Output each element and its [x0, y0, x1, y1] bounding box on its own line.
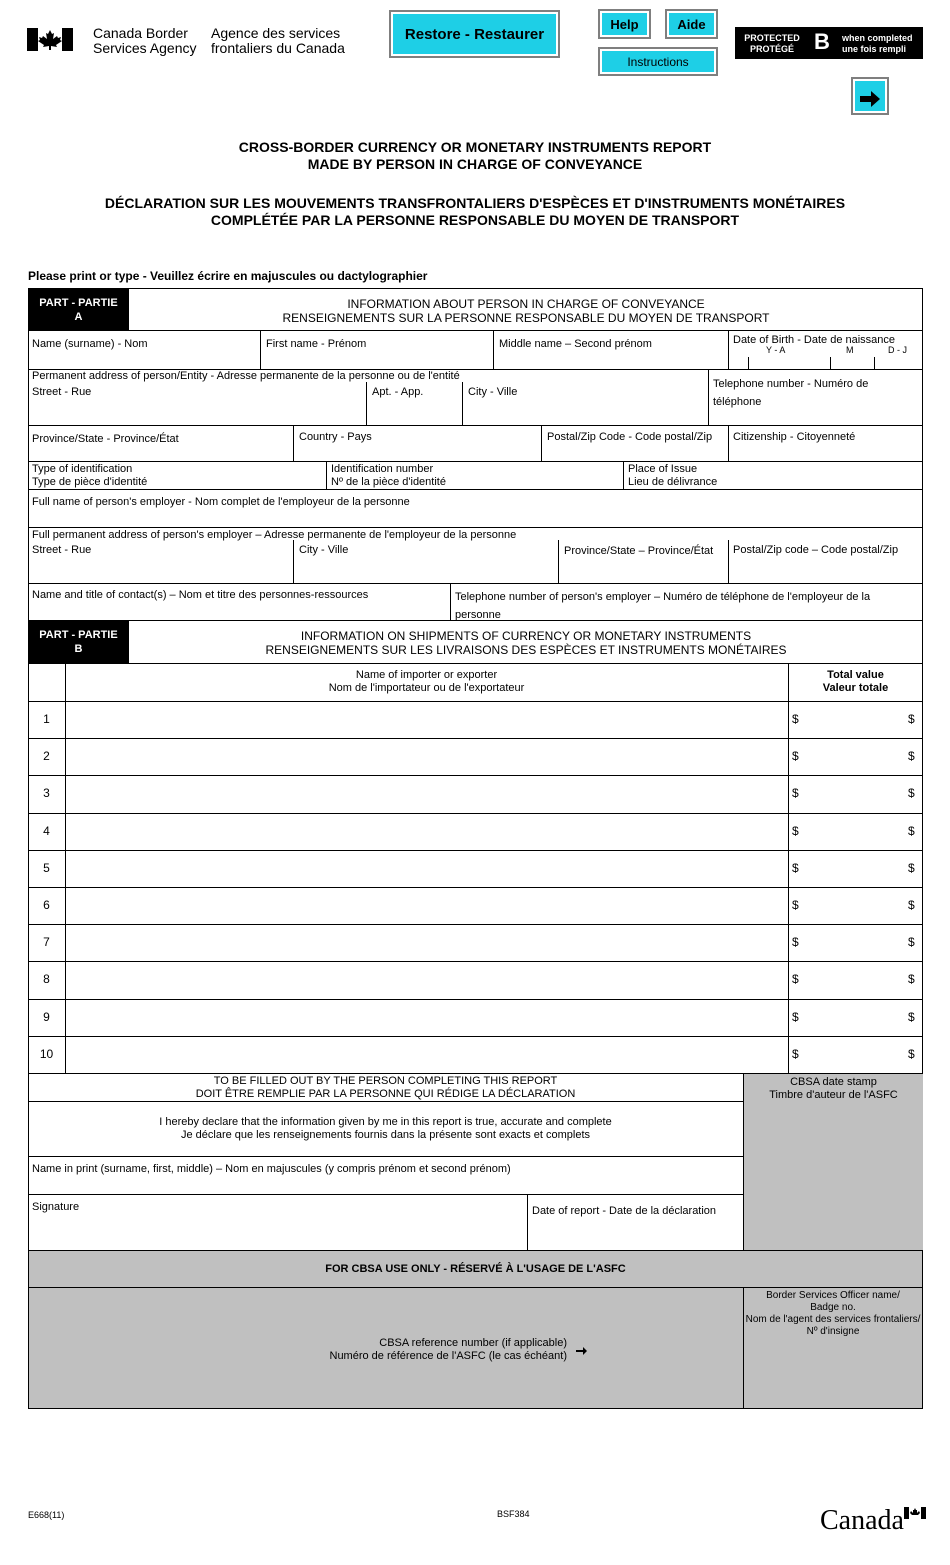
cbsa-use-only-label: FOR CBSA USE ONLY - RÉSERVÉ À L'USAGE DE L'ASFC: [325, 1263, 626, 1275]
title-en-line2: MADE BY PERSON IN CHARGE OF CONVEYANCE: [307, 156, 643, 172]
total-value-field[interactable]: [789, 815, 922, 850]
shipment-row: [28, 999, 923, 1036]
officer-label-3: Nom de l'agent des services frontaliers/: [745, 1314, 921, 1325]
declaration-heading-fr: DOIT ÊTRE REMPLIE PAR LA PERSONNE QUI RÉDIGE LA DÉCLARATION: [195, 1088, 576, 1100]
part-b-tab: [28, 620, 129, 663]
city-label: City - Ville: [468, 386, 518, 398]
print-note: Please print or type - Veuillez écrire en majuscules ou dactylographier: [28, 269, 428, 283]
total-value-field[interactable]: [789, 1038, 922, 1073]
id-type-label-fr: Type de pièce d'identité: [32, 476, 148, 488]
agency-en-line2: Services Agency: [93, 40, 197, 56]
currency-symbol-left: $: [792, 1009, 799, 1024]
currency-symbol-right: $: [908, 823, 915, 838]
canada-wordmark: [820, 1506, 904, 1536]
part-b-heading: [129, 629, 923, 657]
dob-divider-2: [830, 357, 831, 369]
first-name-label: First name - Prénom: [266, 338, 367, 350]
province-field[interactable]: [28, 425, 293, 461]
currency-symbol-left: $: [792, 935, 799, 950]
apt-field[interactable]: [366, 382, 462, 425]
city-field[interactable]: [462, 382, 708, 425]
place-of-issue-field[interactable]: [623, 461, 923, 489]
name-label: Name (surname) - Nom: [32, 338, 148, 350]
employer-street-field[interactable]: [28, 540, 293, 583]
part-a-heading: [129, 297, 923, 325]
row-number: 3: [43, 786, 50, 801]
employer-telephone-field[interactable]: [450, 583, 923, 621]
postal-field[interactable]: [541, 425, 728, 461]
employer-postal-label: Postal/Zip code – Code postal/Zip: [733, 544, 899, 556]
part-b-heading-en: INFORMATION ON SHIPMENTS OF CURRENCY OR MONETARY INSTRUMENTS: [300, 629, 752, 643]
stamp-label-en: CBSA date stamp: [790, 1076, 877, 1088]
currency-symbol-left: $: [792, 749, 799, 764]
issue-label-fr: Lieu de délivrance: [628, 476, 718, 488]
importer-name-field[interactable]: [66, 777, 788, 812]
country-field[interactable]: [293, 425, 541, 461]
currency-symbol-right: $: [908, 898, 915, 912]
employer-street-label: Street - Rue: [32, 544, 92, 556]
date-of-report-label: Date of report - Date de la déclaration: [532, 1205, 717, 1217]
first-name-field[interactable]: [260, 330, 493, 369]
dob-year-label: Y - A: [766, 345, 786, 355]
officer-name-field[interactable]: [744, 1290, 922, 1338]
row-number: 10: [39, 1046, 54, 1061]
signature-field[interactable]: [28, 1194, 527, 1251]
currency-symbol-left: $: [792, 898, 799, 912]
stamp-label-fr: Timbre d'auteur de l'ASFC: [769, 1089, 898, 1101]
title-en: [0, 139, 950, 173]
total-value-field[interactable]: [789, 926, 922, 961]
total-value-field[interactable]: [789, 852, 922, 887]
importer-name-field[interactable]: [66, 852, 788, 887]
currency-symbol-right: $: [908, 786, 915, 801]
date-of-report-field[interactable]: [527, 1194, 743, 1251]
part-a-tab-line1: PART - PARTIE: [39, 297, 118, 309]
currency-symbol-left: $: [792, 712, 799, 726]
country-label: Country - Pays: [299, 431, 372, 443]
col-total-header: [788, 669, 923, 695]
importer-name-field[interactable]: [66, 1038, 788, 1073]
currency-symbol-right: $: [908, 712, 915, 726]
id-type-label-en: Type of identification: [32, 463, 133, 475]
row-number: 5: [43, 860, 50, 875]
shipment-row: [28, 1036, 923, 1073]
employer-name-label: Full name of person's employer - Nom complet de l'employeur de la personne: [32, 496, 410, 508]
dob-month-label: M: [846, 345, 854, 355]
part-b-heading-fr: RENSEIGNEMENTS SUR LES LIVRAISONS DES ESPÈCES ET INSTRUMENTS MONÉTAIRES: [265, 643, 787, 657]
total-value-field[interactable]: [789, 777, 922, 812]
employer-city-label: City - Ville: [299, 544, 349, 556]
agency-name-en: [93, 26, 197, 56]
currency-symbol-right: $: [908, 935, 915, 950]
total-value-field[interactable]: [789, 1001, 922, 1036]
declaration-heading: [28, 1075, 743, 1101]
part-a-tab: [28, 288, 129, 331]
shipment-row: [28, 961, 923, 998]
currency-symbol-right: $: [908, 1046, 915, 1061]
address-heading: Permanent address of person/Entity - Adresse permanente de la personne ou de l'entité: [32, 370, 460, 382]
wordmark-flag-icon: [904, 1507, 926, 1519]
col-name-fr: Nom de l'importateur ou de l'exportateur: [328, 682, 525, 694]
declaration-heading-en: TO BE FILLED OUT BY THE PERSON COMPLETING THIS REPORT: [213, 1075, 558, 1087]
importer-name-field[interactable]: [66, 740, 788, 775]
title-en-line1: CROSS-BORDER CURRENCY OR MONETARY INSTRUMENTS REPORT: [238, 139, 712, 155]
contacts-field[interactable]: [28, 583, 450, 621]
employer-telephone-label: Telephone number of person's employer – Numéro de téléphone de l'employeur de la personne: [455, 591, 871, 621]
contacts-label: Name and title of contact(s) – Nom et titre des personnes-ressources: [32, 589, 369, 601]
signature-label: Signature: [32, 1201, 80, 1213]
officer-label-1: Border Services Officer name/: [766, 1290, 900, 1301]
shipment-row: [28, 813, 923, 850]
citizenship-field[interactable]: [728, 425, 923, 461]
officer-label-4: Nº d'insigne: [806, 1326, 860, 1337]
col-name-en: Name of importer or exporter: [355, 669, 498, 681]
id-type-field[interactable]: [28, 461, 326, 489]
aide-button[interactable]: Aide: [667, 11, 716, 37]
currency-symbol-right: $: [908, 860, 915, 875]
part-a-tab-line2: A: [74, 311, 83, 323]
shipment-row: [28, 738, 923, 775]
row-number: 1: [43, 712, 50, 726]
part-a-heading-en: INFORMATION ABOUT PERSON IN CHARGE OF CONVEYANCE: [347, 297, 705, 311]
id-number-label-fr: Nº de la pièce d'identité: [331, 476, 446, 488]
middle-name-label: Middle name – Second prénom: [499, 338, 652, 350]
total-value-field[interactable]: [789, 703, 922, 738]
total-value-field[interactable]: [789, 963, 922, 998]
importer-name-field[interactable]: [66, 963, 788, 998]
shipment-row: [28, 924, 923, 961]
officer-label-2: Badge no.: [810, 1302, 856, 1313]
statement-en: I hereby declare that the information given by me in this report is true, accurate and complete: [159, 1116, 612, 1128]
protected-b-banner: [735, 27, 923, 59]
dob-day-label: D - J: [888, 345, 907, 355]
name-field[interactable]: [28, 330, 260, 369]
arrow-right-icon: [858, 89, 882, 109]
agency-name-fr: [211, 26, 345, 56]
citizenship-label: Citizenship - Citoyenneté: [733, 431, 856, 443]
currency-symbol-right: $: [908, 749, 915, 764]
currency-symbol-left: $: [792, 786, 799, 801]
employer-name-field[interactable]: [28, 489, 923, 527]
apt-label: Apt. - App.: [372, 386, 424, 398]
employer-province-label: Province/State – Province/État: [564, 545, 714, 557]
title-fr-line2: COMPLÉTÉE PAR LA PERSONNE RESPONSABLE DU MOYEN DE TRANSPORT: [210, 212, 740, 228]
total-value-field[interactable]: [789, 740, 922, 775]
employer-postal-field[interactable]: [728, 540, 923, 583]
bsf-code: BSF384: [497, 1509, 530, 1519]
canada-flag-logo: [27, 28, 73, 51]
form-code: E668(11): [28, 1510, 65, 1520]
col-name-header: [65, 669, 788, 695]
protected-letter: B: [814, 29, 830, 54]
cbsa-ref-fr: Numéro de référence de l'ASFC (le cas échéant): [329, 1350, 567, 1362]
employer-province-field[interactable]: [558, 540, 728, 583]
row-number: 7: [43, 935, 50, 950]
importer-name-field[interactable]: [66, 1001, 788, 1036]
shipment-row: [28, 701, 923, 738]
agency-en-line1: Canada Border: [93, 25, 188, 41]
currency-symbol-right: $: [908, 972, 915, 987]
currency-symbol-left: $: [792, 1046, 799, 1061]
arrow-right-small-icon: [576, 1343, 588, 1361]
currency-symbol-left: $: [792, 823, 799, 838]
shipment-row: [28, 775, 923, 812]
part-b-tab-line2: B: [74, 643, 83, 655]
agency-fr-line1: Agence des services: [211, 25, 341, 41]
help-button[interactable]: Help: [600, 11, 649, 37]
telephone-label: Telephone number - Numéro de téléphone: [713, 378, 869, 408]
cbsa-date-stamp-box: [743, 1074, 923, 1250]
protected-note-en: when completed: [842, 33, 913, 43]
cbsa-use-only-banner: [28, 1250, 923, 1288]
statement-fr: Je déclare que les renseignements fournis dans la présente sont exacts et complets: [180, 1129, 591, 1141]
employer-address-heading: Full permanent address of person's employer – Adresse permanente de l'employeur de la personne: [32, 529, 517, 541]
province-label: Province/State - Province/État: [32, 433, 179, 445]
dob-divider-1: [748, 357, 749, 369]
street-label: Street - Rue: [32, 386, 92, 398]
importer-name-field[interactable]: [66, 889, 788, 924]
protected-en: PROTECTED: [744, 33, 800, 43]
id-number-field[interactable]: [326, 461, 623, 489]
issue-label-en: Place of Issue: [628, 463, 698, 475]
dob-divider-3: [874, 357, 875, 369]
protected-note-fr: une fois rempli: [842, 44, 907, 54]
declaration-statement: [28, 1116, 743, 1142]
title-fr-line1: DÉCLARATION SUR LES MOUVEMENTS TRANSFRONTALIERS D'ESPÈCES ET D'INSTRUMENTS MONÉTAIRES: [104, 195, 846, 211]
protected-fr: PROTÉGÉ: [749, 44, 794, 54]
importer-name-field[interactable]: [66, 815, 788, 850]
restore-button[interactable]: Restore - Restaurer: [391, 12, 558, 56]
id-number-label-en: Identification number: [331, 463, 434, 475]
importer-name-field[interactable]: [66, 703, 788, 738]
row-number: 9: [43, 1009, 50, 1024]
row-number: 4: [43, 823, 50, 838]
instructions-button[interactable]: Instructions: [600, 49, 716, 74]
total-value-field[interactable]: [789, 889, 922, 924]
employer-city-field[interactable]: [293, 540, 558, 583]
street-field[interactable]: [28, 382, 366, 425]
col-total-en: Total value: [827, 669, 884, 681]
agency-fr-line2: frontaliers du Canada: [211, 40, 345, 56]
middle-name-field[interactable]: [493, 330, 728, 369]
dob-label: Date of Birth - Date de naissance: [733, 334, 896, 346]
row-number: 2: [43, 749, 50, 764]
part-a-heading-fr: RENSEIGNEMENTS SUR LA PERSONNE RESPONSABLE DU MOYEN DE TRANSPORT: [282, 311, 770, 325]
currency-symbol-left: $: [792, 860, 799, 875]
dob-field[interactable]: [728, 330, 923, 369]
declaration-divider-1: [28, 1101, 743, 1102]
title-fr: [0, 195, 950, 229]
telephone-field[interactable]: [708, 369, 923, 425]
name-in-print-label: Name in print (surname, first, middle) – Nom en majuscules (y compris prénom et second prénom): [32, 1163, 511, 1175]
row-number: 8: [43, 972, 50, 987]
shipment-row: [28, 850, 923, 887]
next-arrow-button[interactable]: [853, 79, 887, 113]
row-number: 6: [43, 898, 50, 912]
currency-symbol-left: $: [792, 972, 799, 987]
canada-wordmark-text: Canada: [820, 1505, 904, 1536]
postal-label: Postal/Zip Code - Code postal/Zip: [547, 431, 713, 443]
currency-symbol-right: $: [908, 1009, 915, 1024]
importer-name-field[interactable]: [66, 926, 788, 961]
cbsa-ref-en: CBSA reference number (if applicable): [379, 1337, 567, 1349]
cbsa-reference-label: [300, 1337, 567, 1363]
shipment-row: [28, 887, 923, 924]
part-b-tab-line1: PART - PARTIE: [39, 629, 118, 641]
col-total-fr: Valeur totale: [822, 682, 889, 694]
name-in-print-field[interactable]: [28, 1156, 743, 1194]
